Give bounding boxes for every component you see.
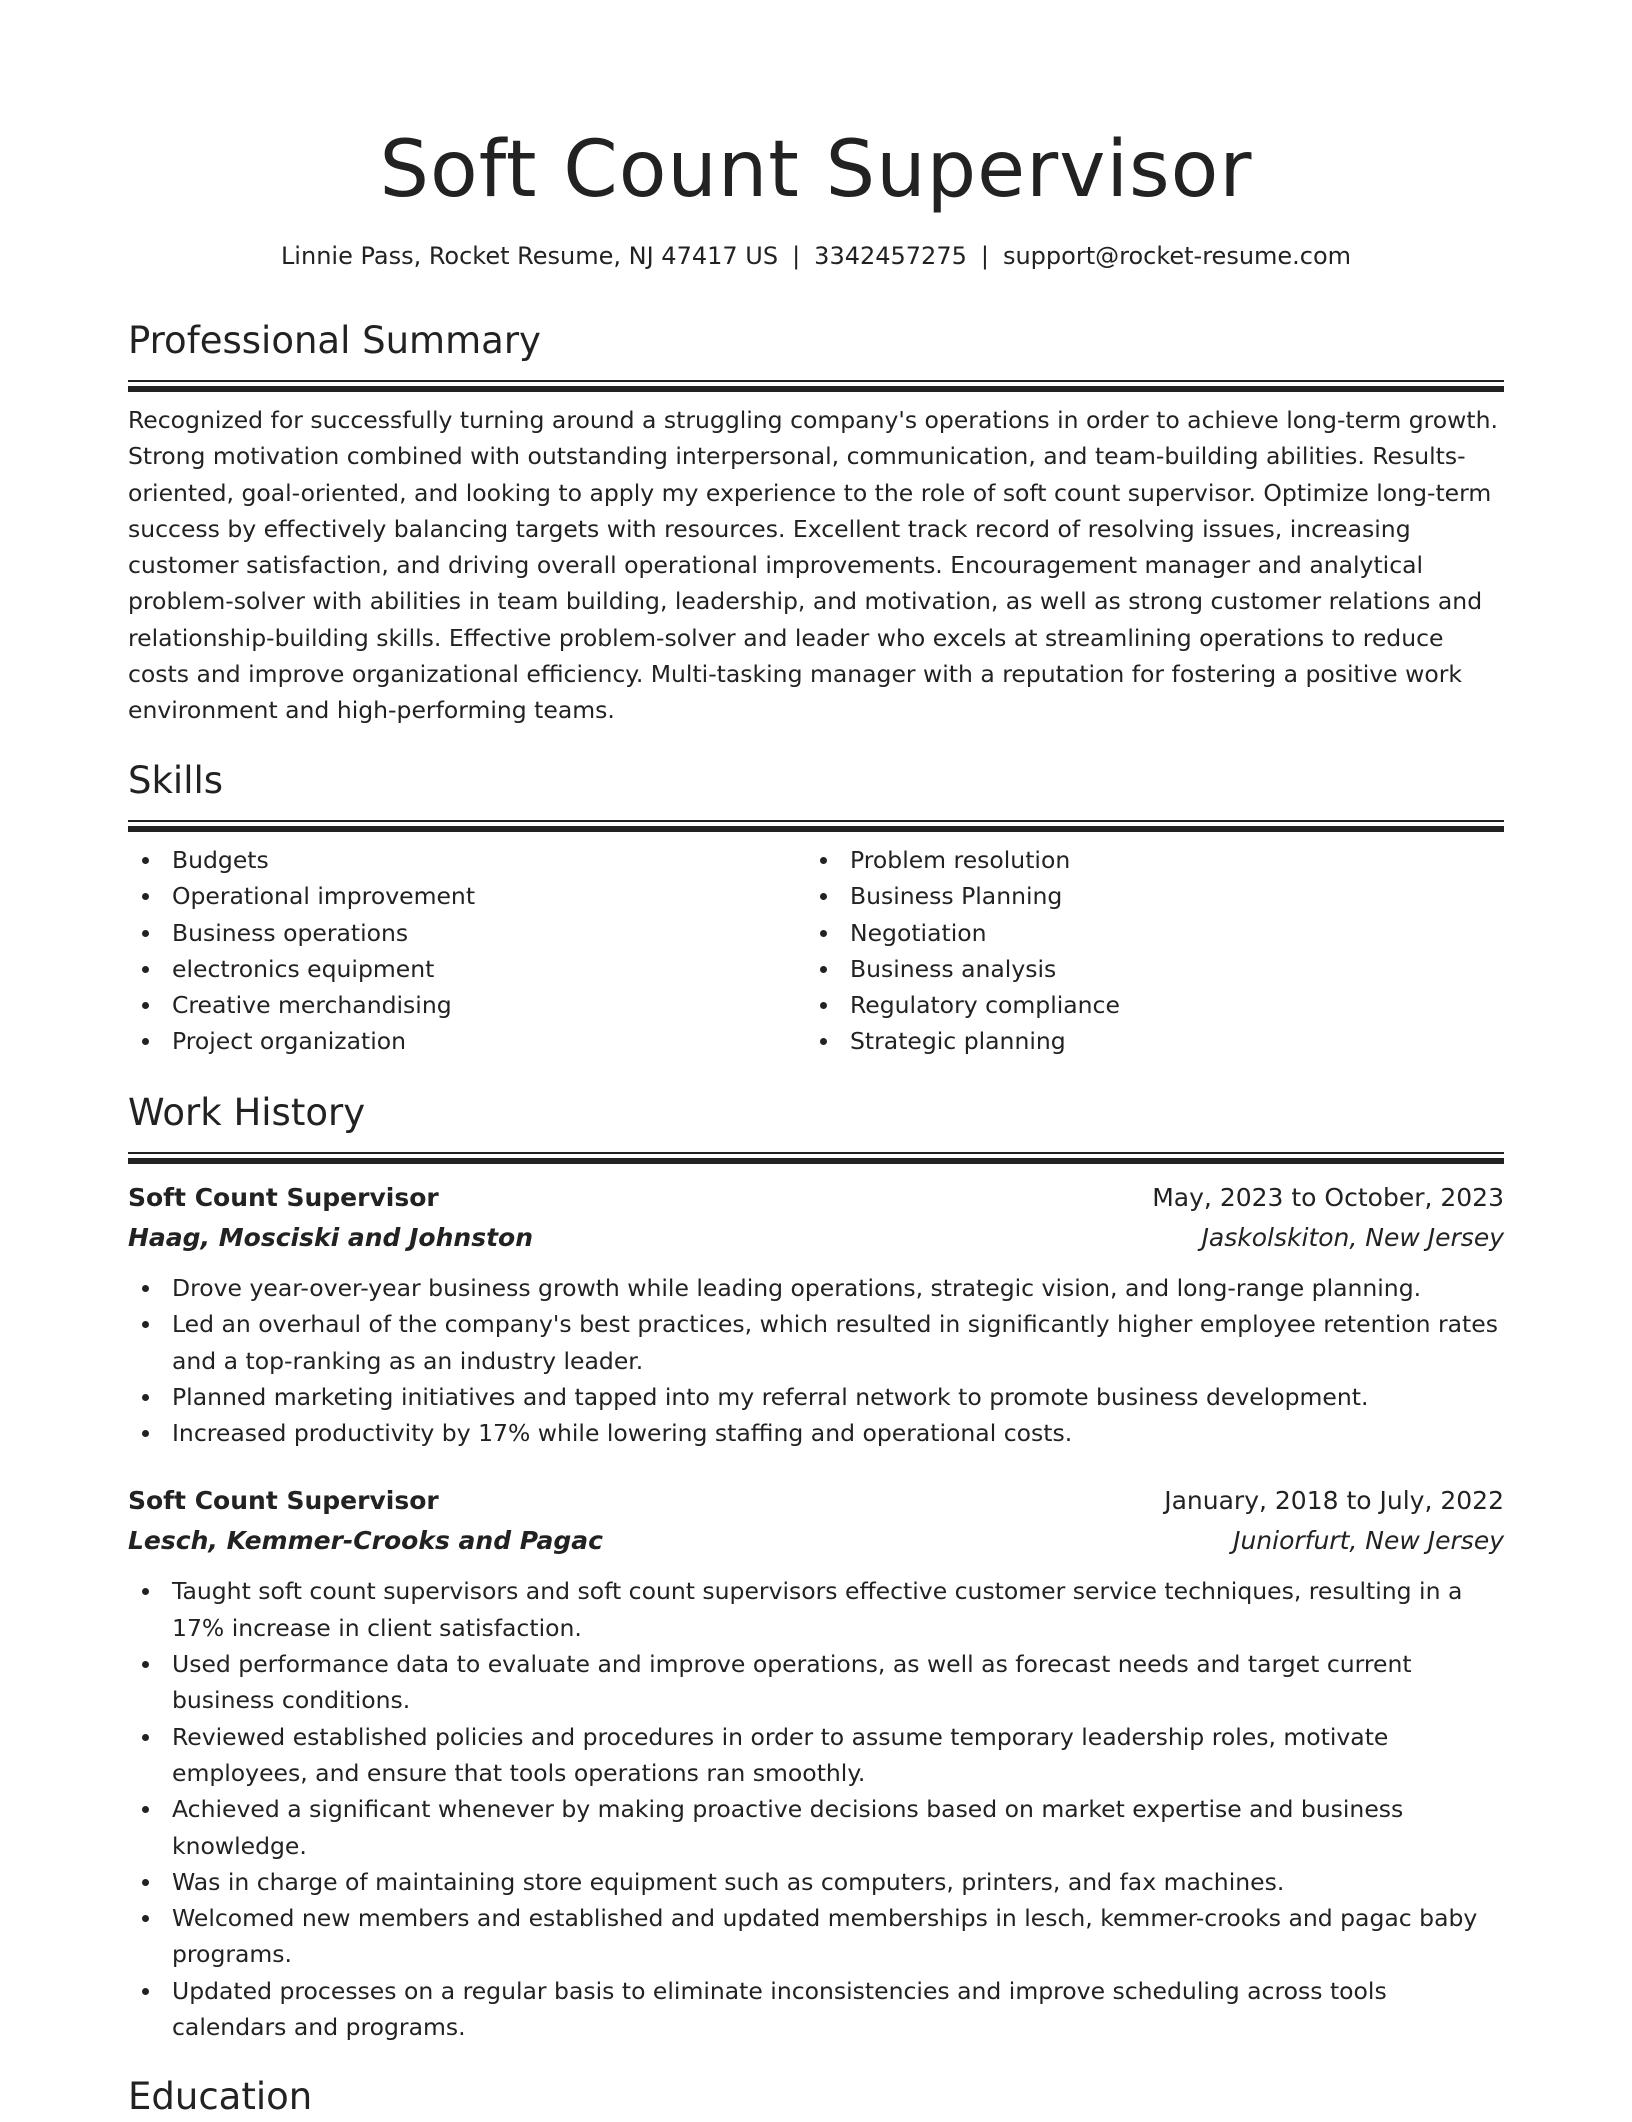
section-divider bbox=[128, 1152, 1504, 1164]
skill-item: Budgets bbox=[128, 842, 806, 878]
resume-name: Soft Count Supervisor bbox=[379, 125, 1253, 215]
contact-email[interactable]: support@rocket-resume.com bbox=[1002, 242, 1352, 270]
job-subheader-row bbox=[128, 1521, 1504, 1561]
job-bullet: Achieved a significant whenever by making proactive decisions based on market expertise and business knowledge. bbox=[128, 1791, 1504, 1864]
skill-item: Strategic planning bbox=[806, 1023, 1484, 1059]
job-bullet: Increased productivity by 17% while lowering staffing and operational costs. bbox=[128, 1415, 1504, 1451]
skill-item: Creative merchandising bbox=[128, 987, 806, 1023]
job-title: Soft Count Supervisor bbox=[128, 1183, 439, 1212]
job-header-row bbox=[128, 1178, 1504, 1218]
job-entry bbox=[128, 1481, 1504, 2045]
skills-list-left bbox=[128, 842, 806, 1060]
job-company: Lesch, Kemmer-Crooks and Pagac bbox=[128, 1526, 603, 1556]
job-bullet: Was in charge of maintaining store equipment such as computers, printers, and fax machines. bbox=[128, 1864, 1504, 1900]
contact-separator: | bbox=[980, 242, 989, 270]
skill-item: Regulatory compliance bbox=[806, 987, 1484, 1023]
work-history-section bbox=[128, 1088, 1504, 2045]
skill-item: Business Planning bbox=[806, 878, 1484, 914]
contact-separator: | bbox=[792, 242, 801, 270]
skill-item: Operational improvement bbox=[128, 878, 806, 914]
section-title-education: Education bbox=[128, 2075, 313, 2118]
skill-item: Business analysis bbox=[806, 951, 1484, 987]
job-bullet: Welcomed new members and established and updated memberships in lesch, kemmer-crooks and pagac baby programs. bbox=[128, 1900, 1504, 1973]
job-subheader-row bbox=[128, 1218, 1504, 1258]
skills-list-right bbox=[806, 842, 1484, 1060]
skill-item: Problem resolution bbox=[806, 842, 1484, 878]
job-bullets bbox=[128, 1270, 1504, 1451]
skills-section bbox=[128, 756, 1504, 1060]
section-divider bbox=[128, 820, 1504, 832]
section-title-skills: Skills bbox=[128, 759, 224, 802]
job-location: Jaskolskiton, New Jersey bbox=[1201, 1223, 1504, 1252]
job-entry bbox=[128, 1178, 1504, 1451]
job-dates: January, 2018 to July, 2022 bbox=[1164, 1486, 1504, 1516]
education-section bbox=[128, 2072, 1504, 2122]
section-title-work-history: Work History bbox=[128, 1091, 366, 1134]
section-title-summary: Professional Summary bbox=[128, 319, 541, 362]
job-bullet: Updated processes on a regular basis to eliminate inconsistencies and improve scheduling across tools calendars and programs. bbox=[128, 1973, 1504, 2046]
job-bullet: Reviewed established policies and procedures in order to assume temporary leadership roles, motivate employees, and ensure that tools operations ran smoothly. bbox=[128, 1719, 1504, 1792]
job-bullet: Planned marketing initiatives and tapped into my referral network to promote business development. bbox=[128, 1379, 1504, 1415]
job-dates: May, 2023 to October, 2023 bbox=[1152, 1183, 1504, 1212]
skills-columns bbox=[128, 842, 1504, 1060]
job-bullet: Used performance data to evaluate and improve operations, as well as forecast needs and target current business conditions. bbox=[128, 1646, 1504, 1719]
job-bullet: Taught soft count supervisors and soft count supervisors effective customer service techniques, resulting in a 17% increase in client satisfaction. bbox=[128, 1573, 1504, 1646]
contact-phone: 3342457275 bbox=[814, 242, 967, 270]
job-title: Soft Count Supervisor bbox=[128, 1486, 439, 1516]
job-header-row bbox=[128, 1481, 1504, 1521]
skill-item: electronics equipment bbox=[128, 951, 806, 987]
skill-item: Business operations bbox=[128, 915, 806, 951]
section-divider bbox=[128, 380, 1504, 392]
job-location: Juniorfurt, New Jersey bbox=[1233, 1526, 1504, 1556]
summary-text: Recognized for successfully turning around a struggling company's operations in order to achieve long-term growth. Strong motivation combined with outstanding interpersonal, communication, and team-building abilities. Results-oriented, goal-oriented, and looking to apply my experience to the role of soft count supervisor. Optimize long-term success by effectively balancing targets with resources. Excellent track record of resolving issues, increasing customer satisfaction, and driving overall operational improvements. Encouragement manager and analytical problem-solver with abilities in team building, leadership, and motivation, as well as strong customer relations and relationship-building skills. Effective problem-solver and leader who excels at streamlining operations to reduce costs and improve organizational efficiency. Multi-tasking manager with a reputation for fostering a positive work environment and high-performing teams. bbox=[128, 406, 1498, 725]
job-bullet: Led an overhaul of the company's best practices, which resulted in significantly higher employee retention rates and a top-ranking as an industry leader. bbox=[128, 1306, 1504, 1379]
job-bullet: Drove year-over-year business growth while leading operations, strategic vision, and long-range planning. bbox=[128, 1270, 1504, 1306]
job-company: Haag, Mosciski and Johnston bbox=[128, 1223, 534, 1252]
contact-address: Linnie Pass, Rocket Resume, NJ 47417 US bbox=[280, 242, 779, 270]
job-bullets bbox=[128, 1573, 1504, 2045]
contact-line bbox=[128, 236, 1504, 276]
summary-section bbox=[128, 316, 1504, 729]
skill-item: Negotiation bbox=[806, 915, 1484, 951]
skill-item: Project organization bbox=[128, 1023, 806, 1059]
